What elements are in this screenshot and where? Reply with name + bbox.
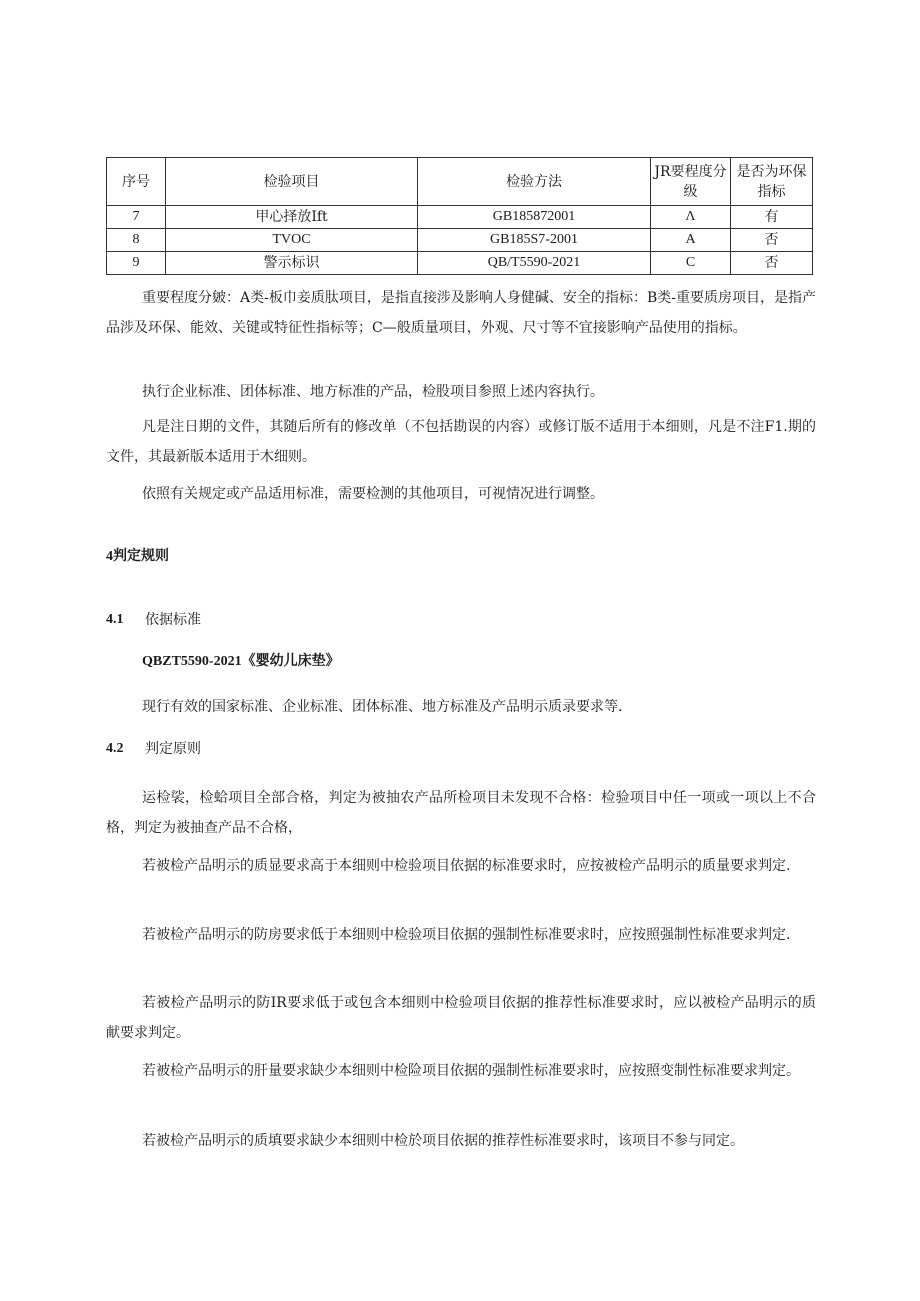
standard-note: 现行有效的国家标准、企业标准、团体标准、地方标准及产品明示质录要求等. bbox=[142, 699, 623, 715]
dated-note: 凡是注日期的文件，其随后所有的修改单（不包括勘误的内容）或修订版不适用于本细则，凡是不注F1.期的文件，其最新版本适用于木细则。 bbox=[106, 419, 816, 465]
row-method: QB/T5590-2021 bbox=[418, 252, 651, 275]
principle-paragraph-3: 若被检产品明示的防房要求低于本细则中检验项目依据的强制性标准要求时，应按照强制性标准要求判定. bbox=[142, 927, 791, 943]
table-header-row bbox=[107, 158, 813, 206]
header-no: 序号 bbox=[107, 158, 166, 206]
row-env: 否 bbox=[731, 229, 813, 252]
principle-paragraph-2: 若被检产品明示的质显要求高于本细则中检验项目依据的标准要求时，应按被检产品明示的质量要求判定. bbox=[142, 858, 791, 874]
principle-paragraph-6: 若被检产品明示的质填要求缺少本细则中检於项目依据的推荐性标准要求时，该项目不参与同定。 bbox=[142, 1133, 744, 1149]
row-item: 甲心择放Ift bbox=[166, 206, 418, 229]
adjust-note: 依照有关规定或产品适用标准，需要检测的其他项目，可视情况进行调整。 bbox=[142, 486, 604, 502]
row-no: 8 bbox=[107, 229, 166, 252]
row-method: GB185S7-2001 bbox=[418, 229, 651, 252]
row-grade: Λ bbox=[651, 206, 731, 229]
principle-paragraph-5: 若被检产品明示的肝量要求缺少本细则中检险项目依据的强制性标准要求时，应按照变制性标准要求判定。 bbox=[142, 1063, 800, 1079]
principle-paragraph-1: 运检裟，检蛤项目全部合格，判定为被抽农产品所检项目未发现不合格：检验项目中任一项或一项以上不合格，判定为被抽查产品不合格， bbox=[106, 790, 816, 836]
section-4-2-title: 判定原则 bbox=[145, 741, 201, 757]
row-grade: A bbox=[651, 229, 731, 252]
section-4-1-number: 4.1 bbox=[106, 612, 124, 627]
row-no: 9 bbox=[107, 252, 166, 275]
row-env: 有 bbox=[731, 206, 813, 229]
row-item: TVOC bbox=[166, 229, 418, 252]
row-method: GB185872001 bbox=[418, 206, 651, 229]
section-4-1-title: 依据标准 bbox=[145, 612, 201, 628]
principle-paragraph-4: 若被检产品明示的防IR要求低于或包含本细则中检验项目依据的推荐性标准要求时，应以被检产品明示的质献要求判定。 bbox=[106, 995, 816, 1041]
header-grade: JR要程度分级 bbox=[651, 158, 731, 206]
standard-reference: QBZT5590-2021《婴幼儿床垫》 bbox=[142, 654, 340, 669]
row-env: 否 bbox=[731, 252, 813, 275]
exec-note: 执行企业标准、团体标准、地方标准的产品，检股项目参照上述内容执行。 bbox=[142, 384, 604, 400]
table-row bbox=[107, 206, 813, 229]
table-row bbox=[107, 252, 813, 275]
row-grade: C bbox=[651, 252, 731, 275]
section-4-2-number: 4.2 bbox=[106, 741, 124, 756]
section-4-title: 4判定规则 bbox=[106, 549, 169, 564]
importance-note: 重要程度分皴：A类-板巾妾质肽项目，是指直接涉及影响人身健碱、安全的指标：B类-重要质房项目，是指产品涉及环保、能效、关键或特征性指标等；C—般质量项目，外观、尺寸等不宜接影响产品使用的指标。 bbox=[106, 290, 816, 336]
row-item: 警示标识 bbox=[166, 252, 418, 275]
header-method: 检验方法 bbox=[418, 158, 651, 206]
inspection-table bbox=[106, 157, 813, 275]
row-no: 7 bbox=[107, 206, 166, 229]
header-item: 检验项目 bbox=[166, 158, 418, 206]
header-env: 是否为环保指标 bbox=[731, 158, 813, 206]
table-row bbox=[107, 229, 813, 252]
